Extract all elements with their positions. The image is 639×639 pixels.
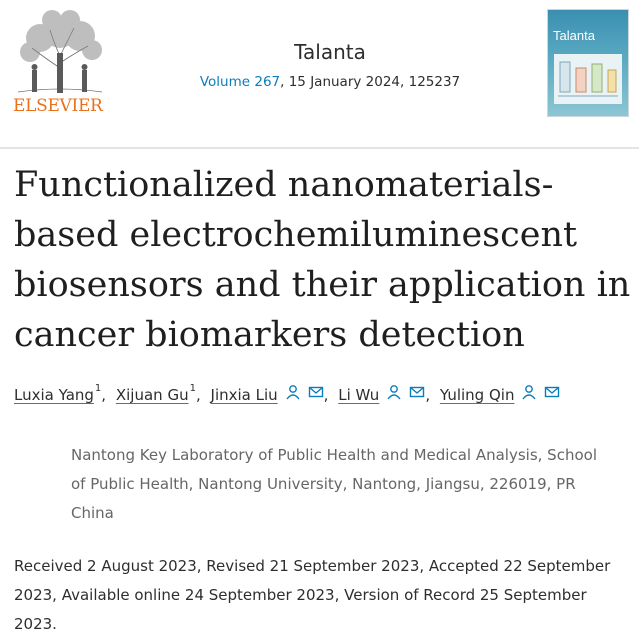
journal-issue (130, 74, 530, 90)
header-divider (0, 147, 639, 149)
author-affiliation: Nantong Key Laboratory of Public Health and Medical Analysis, School of Public Health, Nantong University, Nantong, Jiangsu, 226019, PR China (71, 446, 597, 522)
cover-illustration (554, 54, 622, 104)
envelope-icon[interactable] (308, 384, 324, 400)
cover-graphic-icon (554, 54, 622, 104)
journal-title[interactable]: Talanta (294, 40, 366, 64)
cover-title: Talanta (553, 28, 595, 43)
envelope-icon[interactable] (409, 384, 425, 400)
publisher-name: ELSEVIER (13, 96, 103, 116)
issue-details: , 15 January 2024, 125237 (280, 74, 461, 90)
author-separator: , (195, 386, 201, 404)
author-separator: , (323, 386, 329, 404)
author-item[interactable] (211, 386, 324, 404)
journal-cover[interactable] (548, 10, 628, 116)
author-item[interactable] (14, 383, 102, 404)
author-separator: , (101, 386, 107, 404)
author-item[interactable] (115, 383, 196, 404)
envelope-icon[interactable] (544, 384, 560, 400)
author-separator: , (425, 386, 431, 404)
person-icon[interactable] (285, 384, 301, 400)
person-icon[interactable] (521, 384, 537, 400)
author-superscript: 1 (94, 383, 102, 394)
volume-link[interactable]: Volume 267 (199, 74, 281, 90)
author-name[interactable]: Jinxia Liu (210, 386, 278, 404)
author-list (14, 383, 634, 404)
publication-history: Received 2 August 2023, Revised 21 September 2023, Accepted 22 September 2023, Available online 24 September 2023, Version of Record 25 September 2023. (14, 557, 611, 633)
author-name[interactable]: Xijuan Gu (115, 386, 189, 404)
author-name[interactable]: Luxia Yang (14, 386, 94, 404)
article-header (0, 0, 639, 148)
tree-logo-icon (10, 8, 110, 98)
author-item[interactable] (338, 386, 425, 404)
journal-info (130, 40, 530, 90)
author-name[interactable]: Yuling Qin (439, 386, 515, 404)
author-name[interactable]: Li Wu (338, 386, 380, 404)
author-item[interactable] (440, 386, 561, 404)
author-superscript: 1 (189, 383, 196, 394)
person-icon[interactable] (386, 384, 402, 400)
article-title: Functionalized nanomaterials-based electrochemiluminescent biosensors and their application in cancer biomarkers detection (14, 165, 631, 355)
